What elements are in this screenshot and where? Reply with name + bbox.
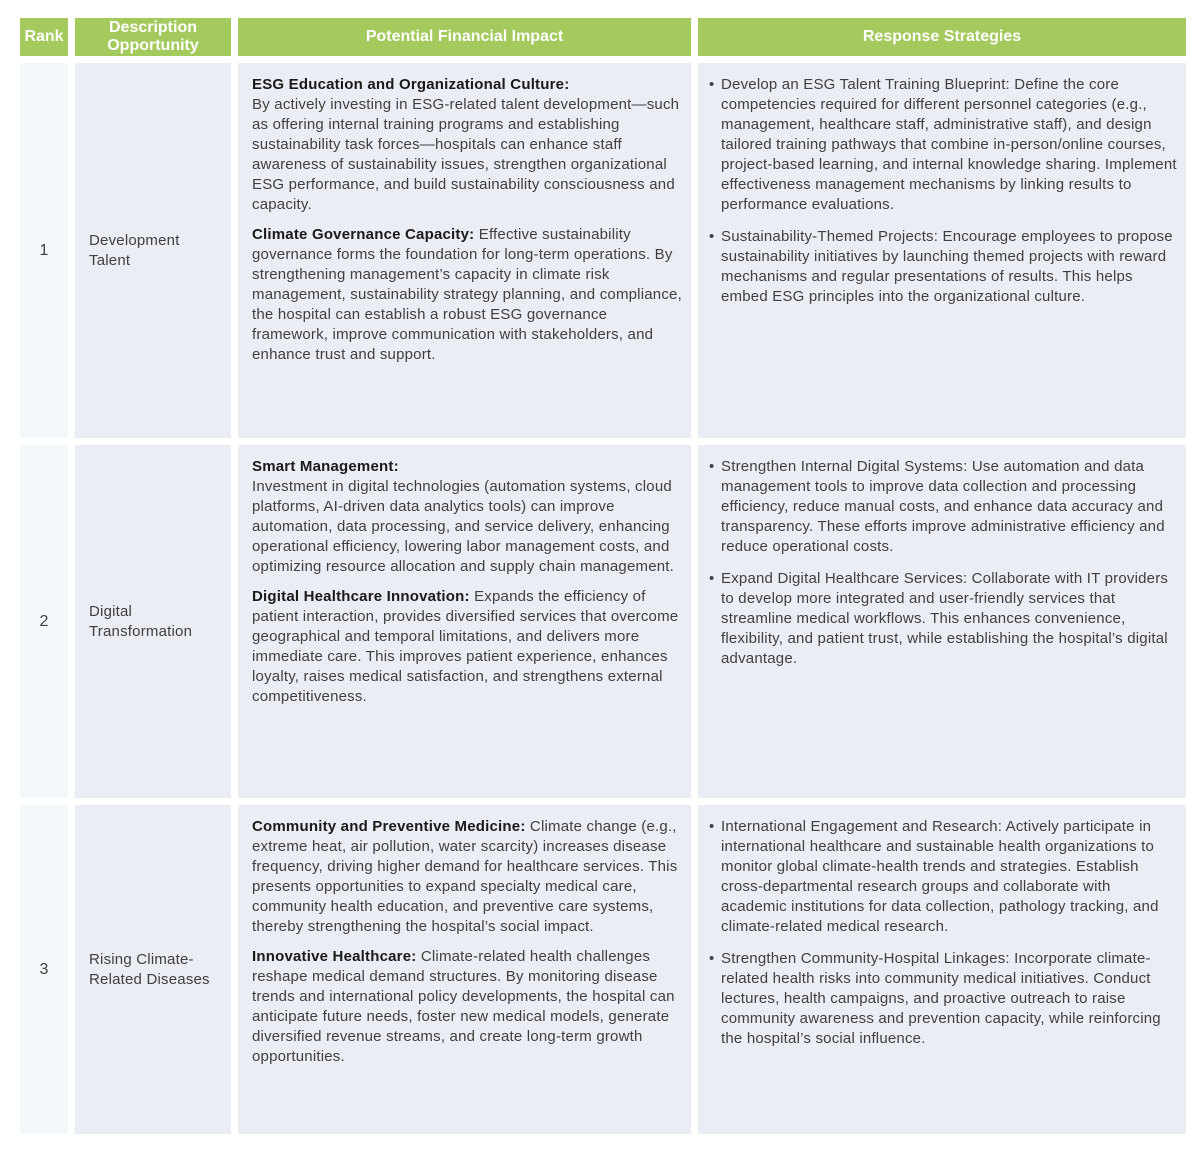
strategy-item: • Sustainability-Themed Projects: Encourage employees to propose sustainability initiatives by launching themed projects with reward mechanisms and regular presentations of results. This helps embed ESG principles into the organizational culture.: [708, 227, 1180, 307]
impact-paragraph: [252, 457, 683, 577]
header-potential-financial-impact: Potential Financial Impact: [238, 18, 691, 56]
rank-cell-3: 3: [20, 805, 68, 1134]
header-rank: Rank: [20, 18, 68, 56]
strategies-cell-3: [698, 805, 1186, 1134]
strategy-item: • Strengthen Internal Digital Systems: Use automation and data management tools to improve data collection and processing efficiency, reduce manual costs, and enhance data accuracy and transparency. These efforts improve administrative efficiency and reduce operational costs.: [708, 457, 1180, 557]
impact-paragraph: [252, 225, 683, 365]
opportunity-cell-1: [75, 63, 231, 438]
impact-text: Expands the efficiency of patient interaction, provides diversified services that overcome geographical and temporal limitations, and delivers more immediate care. This improves patient experience, enhances loyalty, raises medical satisfaction, and strengthens external competitiveness.: [252, 588, 679, 705]
opportunity-label: Development Talent: [89, 231, 180, 269]
strategies-cell-1: [698, 63, 1186, 438]
strategy-item: • International Engagement and Research: Actively participate in international healthcare and sustainable health organizations to monitor global climate-health trends and strategies. Establish cross-departmental research groups and collaborate with academic institutions for data collection, pathology tracking, and climate-related medical research.: [708, 817, 1180, 937]
impact-heading: Digital Healthcare Innovation:: [252, 588, 470, 605]
strategies-cell-2: [698, 445, 1186, 798]
impact-text: Investment in digital technologies (automation systems, cloud platforms, AI-driven data analytics tools) can improve automation, data processing, and service delivery, enhancing operational efficiency, lowering labor management costs, and optimizing resource allocation and supply chain management.: [252, 478, 675, 575]
impact-paragraph: [252, 817, 683, 937]
opportunities-table: [20, 18, 1186, 1134]
impact-heading: Smart Management:: [252, 458, 399, 475]
strategy-item: • Develop an ESG Talent Training Blueprint: Define the core competencies required for different personnel categories (e.g., management, healthcare staff, administrative staff), and design tailored training pathways that combine in-person/online courses, project-based learning, and internal knowledge sharing. Implement effectiveness management mechanisms by linking results to performance evaluations.: [708, 75, 1180, 215]
impact-heading: Climate Governance Capacity:: [252, 226, 475, 243]
impact-paragraph: [252, 947, 683, 1067]
header-response-strategies: Response Strategies: [698, 18, 1186, 56]
header-description-opportunity: Description Opportunity: [75, 18, 231, 56]
opportunity-label: Rising Climate-Related Diseases: [89, 950, 210, 988]
rank-cell-2: 2: [20, 445, 68, 798]
impact-heading: Community and Preventive Medicine:: [252, 818, 526, 835]
strategy-item: • Strengthen Community-Hospital Linkages: Incorporate climate-related health risks into community medical initiatives. Conduct lectures, health campaigns, and proactive outreach to raise community awareness and prevention capacity, while reinforcing the hospital’s social influence.: [708, 949, 1180, 1049]
impact-text: By actively investing in ESG-related talent development—such as offering internal training programs and establishing sustainability task forces—hospitals can enhance staff awareness of sustainability issues, strengthen organizational ESG performance, and build sustainability consciousness and capacity.: [252, 96, 680, 213]
impact-cell-3: [238, 805, 691, 1134]
rank-cell-1: 1: [20, 63, 68, 438]
impact-paragraph: [252, 75, 683, 215]
impact-cell-2: [238, 445, 691, 798]
impact-cell-1: [238, 63, 691, 438]
strategies-list: [708, 457, 1180, 669]
impact-text: Effective sustainability governance forms the foundation for long-term operations. By strengthening management’s capacity in climate risk management, sustainability strategy planning, and compliance, the hospital can establish a robust ESG governance framework, improve communication with stakeholders, and enhance trust and support.: [252, 226, 682, 363]
strategies-list: [708, 817, 1180, 1049]
impact-heading: ESG Education and Organizational Culture:: [252, 76, 570, 93]
opportunity-cell-3: [75, 805, 231, 1134]
strategy-item: • Expand Digital Healthcare Services: Collaborate with IT providers to develop more integrated and user-friendly services that streamline medical workflows. This enhances convenience, flexibility, and patient trust, while establishing the hospital’s digital advantage.: [708, 569, 1180, 669]
impact-paragraph: [252, 587, 683, 707]
impact-heading: Innovative Healthcare:: [252, 948, 417, 965]
impact-text: Climate-related health challenges reshape medical demand structures. By monitoring disease trends and international policy developments, the hospital can anticipate future needs, foster new medical models, generate diversified revenue streams, and create long-term growth opportunities.: [252, 948, 675, 1065]
impact-text: Climate change (e.g., extreme heat, air pollution, water scarcity) increases disease frequency, driving higher demand for healthcare services. This presents opportunities to expand specialty medical care, community health education, and preventive care systems, thereby strengthening the hospital’s social impact.: [252, 818, 678, 935]
opportunity-cell-2: [75, 445, 231, 798]
opportunity-label: Digital Transformation: [89, 602, 193, 640]
strategies-list: [708, 75, 1180, 307]
